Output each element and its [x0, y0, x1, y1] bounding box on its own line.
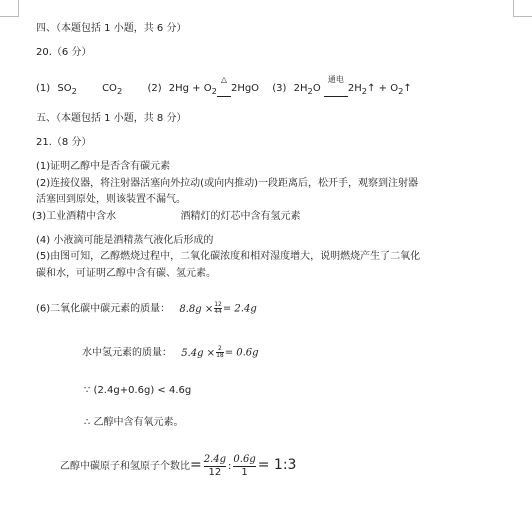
carbon-atom-fraction-numerator: 2.4g — [203, 453, 227, 465]
part3-reactant: 2H — [293, 83, 308, 94]
part3-product2-subscript: 2 — [398, 86, 404, 96]
carbon-mass-result: = 2.4g — [222, 303, 257, 315]
hydrogen-mass-label: 水中氢元素的质量： — [82, 347, 172, 359]
part2-label: (2) — [147, 83, 162, 94]
atom-ratio-colon: : — [228, 461, 232, 472]
electrolysis-label: 通电 — [327, 75, 344, 84]
question-21-label: 21.（8 分） — [36, 137, 92, 148]
atom-ratio-result: = 1:3 — [257, 457, 297, 473]
question-20-label: 20.（6 分） — [36, 47, 92, 58]
part2-o-subscript: 2 — [211, 86, 217, 96]
answer-item-2-line2: 活塞回到原处，则该装置不漏气。 — [36, 194, 186, 205]
atom-ratio-label: 乙醇中碳原子和氢原子个数比 — [60, 461, 190, 472]
mass-comparison: ∵ (2.4g+0.6g) < 4.6g — [84, 385, 192, 396]
section5-heading: 五、（本题包括 1 小题，共 8 分） — [36, 113, 187, 124]
electrolysis-condition — [324, 75, 348, 97]
carbon-atom-fraction — [204, 454, 226, 479]
co2-subscript: 2 — [116, 86, 123, 96]
heating-triangle: △ — [220, 75, 228, 84]
carbon-mass-fraction — [214, 302, 222, 315]
answer-item-2-line1: (2)连接仪器，将注射器活塞向外拉动(或向内推动)一段距离后，松开手，观察到注射器 — [36, 178, 418, 189]
part3-product1: 2H — [347, 83, 362, 94]
section4-heading: 四、（本题包括 1 小题，共 6 分） — [36, 23, 187, 34]
oxygen-conclusion: ∴ 乙醇中含有氧元素。 — [84, 417, 184, 428]
part3-h-subscript: 2 — [307, 86, 313, 96]
carbon-mass-fraction-denominator: 44 — [214, 308, 222, 315]
part1-label: (1) — [36, 83, 51, 94]
part3-oxygen: O — [312, 83, 321, 94]
answer-item-4: (4) 小液滴可能是酒精蒸气液化后形成的 — [36, 235, 214, 246]
answer-item-1: (1)证明乙醇中是否含有碳元素 — [36, 161, 171, 172]
answer-item-3-part1: (3)工业酒精中含水 — [32, 211, 117, 222]
question-20-answer — [36, 75, 412, 98]
carbon-mass-amount: 8.8g × — [179, 303, 214, 315]
part3-label: (3) — [272, 83, 287, 94]
hydrogen-mass-calculation — [82, 346, 259, 361]
hydrogen-mass-fraction — [216, 346, 224, 359]
part2-product: 2HgO — [230, 83, 260, 94]
hydrogen-mass-fraction-numerator: 2 — [217, 345, 222, 352]
part3-middle: ↑ + O — [367, 83, 399, 94]
answer-item-3 — [32, 210, 301, 224]
so2-subscript: 2 — [71, 86, 77, 96]
so2-formula: SO — [57, 83, 72, 94]
hydrogen-atom-fraction-numerator: 0.6g — [233, 453, 256, 465]
co2-formula: CO — [102, 83, 117, 94]
answer-item-5-line1: (5)由图可知，乙醇燃烧过程中，二氧化碳浓度和相对湿度增大，说明燃烧产生了二氧化 — [36, 251, 421, 262]
page-corner-mark-right — [513, 0, 532, 17]
atom-ratio-equals: = — [190, 457, 202, 473]
part3-end: ↑ — [403, 83, 412, 94]
atom-ratio-calculation — [60, 452, 296, 480]
hydrogen-mass-amount: 5.4g × — [181, 347, 216, 359]
part2-reactants: 2Hg + O — [168, 83, 212, 94]
answer-item-3-part2: 酒精灯的灯芯中含有氢元素 — [180, 211, 301, 222]
carbon-mass-calculation — [36, 302, 257, 317]
hydrogen-atom-fraction-denominator: 1 — [241, 466, 248, 478]
carbon-mass-label: (6)二氧化碳中碳元素的质量： — [36, 303, 171, 315]
carbon-mass-fraction-numerator: 12 — [214, 301, 222, 308]
page-corner-mark-left — [0, 0, 19, 17]
hydrogen-mass-fraction-denominator: 18 — [216, 352, 224, 359]
hydrogen-atom-fraction — [233, 454, 255, 479]
answer-item-5-line2: 碳和水，可证明乙醇中含有碳、氢元素。 — [36, 268, 216, 279]
heating-condition — [217, 75, 231, 97]
hydrogen-mass-result: = 0.6g — [224, 347, 259, 359]
part3-product1-subscript: 2 — [361, 86, 368, 96]
carbon-atom-fraction-denominator: 12 — [208, 466, 222, 478]
